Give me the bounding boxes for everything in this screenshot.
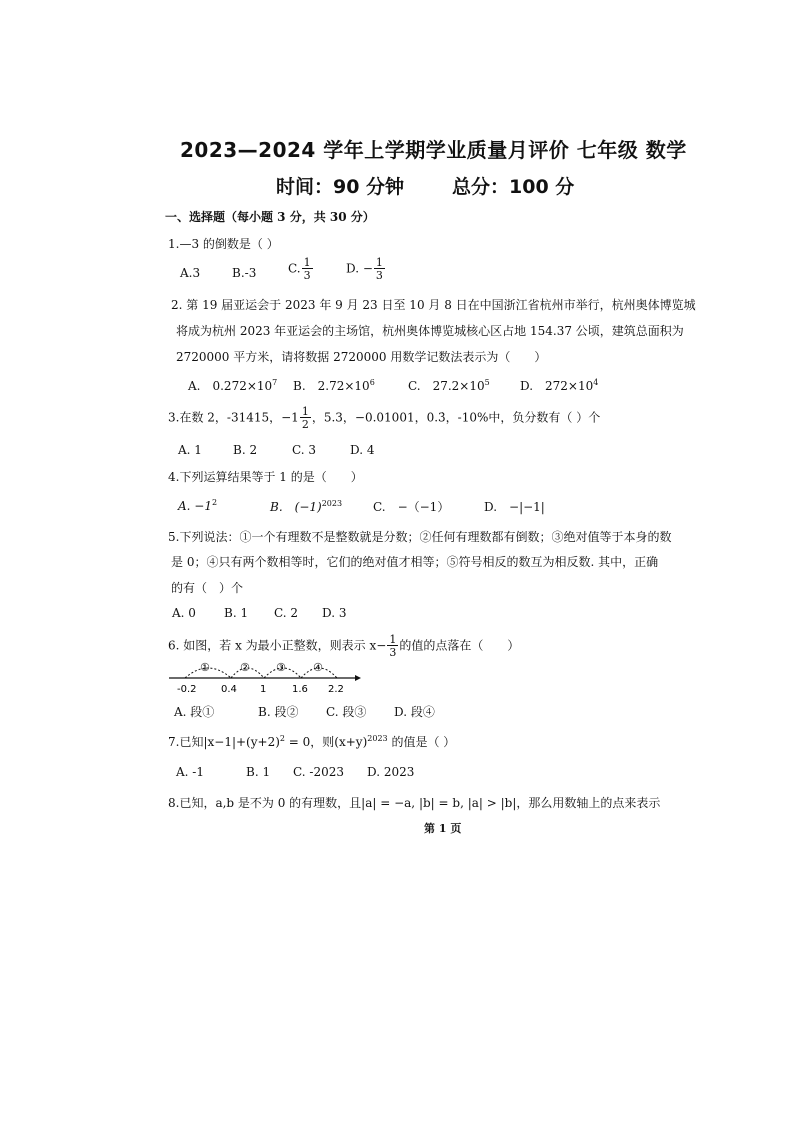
tick-label: 1 xyxy=(260,684,267,695)
question-6-stem: 6. 如图，若 x 为最小正整数，则表示 x− $\frac{1}{3}$ 的值的点落在（ ） xyxy=(168,633,520,659)
question-8-stem: 8.已知，a,b 是不为 0 的有理数，且|a| = −a, |b| = b, |a| > |b|，那么用数轴上的点来表示 xyxy=(168,796,661,810)
q6-option-b: B. 段② xyxy=(258,705,299,719)
q2-option-b: B. $2.72\times 10^6$ xyxy=(293,378,375,393)
segment-label-4: ④ xyxy=(313,661,323,674)
fraction: $\frac{1}{2}$ xyxy=(301,405,309,431)
number-line-figure xyxy=(165,656,365,696)
tick-label: 2.2 xyxy=(328,684,344,695)
question-5-line-1: 5.下列说法：①一个有理数不是整数就是分数；②任何有理数都有倒数；③绝对值等于本身的数 xyxy=(168,530,672,544)
q5-option-c: C. 2 xyxy=(274,606,299,620)
exam-total-score: 总分：100 分 xyxy=(452,176,575,198)
tick-label: 0.4 xyxy=(221,684,237,695)
q1-option-c: C. $\frac{1}{3}$ xyxy=(288,256,311,282)
segment-label-1: ① xyxy=(200,661,210,674)
q3-option-b: B. 2 xyxy=(233,443,258,457)
q4-option-d: D. −|−1| xyxy=(484,500,545,514)
q1-option-b: B.-3 xyxy=(232,266,257,280)
arrow-icon xyxy=(355,675,361,681)
q7-option-a: A. -1 xyxy=(176,765,204,779)
question-2-line-2: 将成为杭州 2023 年亚运会的主场馆，杭州奥体博览城核心区占地 154.37 公顷，建筑总面积为 xyxy=(176,324,684,338)
question-4-stem: 4.下列运算结果等于 1 的是（ ） xyxy=(168,470,363,484)
question-2-line-1: 2. 第 19 届亚运会于 2023 年 9 月 23 日至 10 月 8 日在中国浙江省杭州市举行，杭州奥体博览城 xyxy=(171,298,696,312)
fraction: $\frac{1}{3}$ xyxy=(375,256,383,282)
question-2-line-3: 2720000 平方米，请将数据 2720000 用数学记数法表示为（ ） xyxy=(176,350,547,364)
question-7-stem: 7.已知$|x-1|+(y+2)^2 = 0$，则$(x+y)^{2023}$ 的值是（ ） xyxy=(168,734,456,749)
page-number: 第 1 页 xyxy=(424,822,462,835)
q4-option-c: C. −（−1） xyxy=(373,500,450,514)
q4-option-b: B. $(-1)^{2023}$ xyxy=(270,499,343,514)
q6-option-a: A. 段① xyxy=(174,705,215,719)
q2-option-d: D. $272\times 10^4$ xyxy=(520,378,599,393)
q1-option-a: A.3 xyxy=(180,266,201,280)
q7-option-b: B. 1 xyxy=(246,765,271,779)
segment-label-2: ② xyxy=(240,661,250,674)
q2-option-c: C. $27.2\times 10^5$ xyxy=(408,378,490,393)
q7-option-d: D. 2023 xyxy=(367,765,415,779)
q5-option-a: A. 0 xyxy=(172,606,196,620)
q6-option-c: C. 段③ xyxy=(326,705,367,719)
tick-label: -0.2 xyxy=(177,684,197,695)
q2-option-a: A. $0.272\times 10^7$ xyxy=(188,378,278,393)
question-5-line-3: 的有（ ）个 xyxy=(171,581,244,595)
q1-option-d: D. − $\frac{1}{3}$ xyxy=(346,256,383,282)
segment-label-3: ③ xyxy=(276,661,286,674)
q3-option-c: C. 3 xyxy=(292,443,317,457)
exam-time: 时间：90 分钟 xyxy=(276,176,405,198)
q4-option-a: A. $-1^2$ xyxy=(178,498,218,513)
q6-option-d: D. 段④ xyxy=(394,705,435,719)
question-1-stem: 1.—3 的倒数是（ ） xyxy=(168,237,279,251)
q3-option-a: A. 1 xyxy=(178,443,202,457)
section-title: 一、选择题（每小题 3 分，共 30 分） xyxy=(165,210,375,224)
q5-option-d: D. 3 xyxy=(322,606,347,620)
exam-title: 2023—2024 学年上学期学业质量月评价 七年级 数学 xyxy=(180,138,687,162)
q5-option-b: B. 1 xyxy=(224,606,249,620)
fraction: $\frac{1}{3}$ xyxy=(389,633,397,659)
fraction: $\frac{1}{3}$ xyxy=(303,256,311,282)
question-5-line-2: 是 0；④只有两个数相等时，它们的绝对值才相等；⑤符号相反的数互为相反数. 其中，正确 xyxy=(171,555,659,569)
q3-option-d: D. 4 xyxy=(350,443,375,457)
tick-label: 1.6 xyxy=(292,684,308,695)
q7-option-c: C. -2023 xyxy=(293,765,344,779)
question-3-stem: 3.在数 2，-31415，−1 $\frac{1}{2}$ ，5.3，−0.01001，0.3̇，-10%中，负分数有（ ）个 xyxy=(168,405,601,431)
